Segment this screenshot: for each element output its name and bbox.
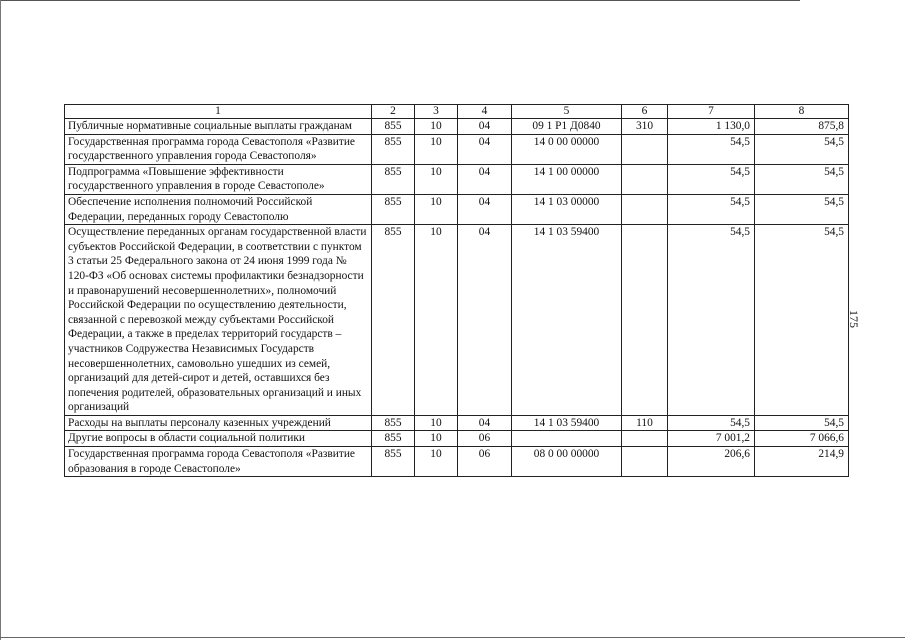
row-target-code: 14 1 03 00000 bbox=[512, 194, 622, 224]
row-amount-2: 54,5 bbox=[755, 225, 849, 416]
row-ministry-code: 855 bbox=[372, 164, 415, 194]
header-col-4: 4 bbox=[458, 105, 512, 119]
table-row bbox=[65, 431, 849, 447]
header-col-2: 2 bbox=[372, 105, 415, 119]
scan-frame-bottom bbox=[0, 637, 905, 638]
row-section-code: 10 bbox=[415, 164, 458, 194]
row-ministry-code: 855 bbox=[372, 447, 415, 477]
table-row bbox=[65, 225, 849, 416]
row-target-code: 08 0 00 00000 bbox=[512, 447, 622, 477]
row-amount-1: 54,5 bbox=[668, 415, 755, 431]
row-target-code bbox=[512, 431, 622, 447]
row-subsection-code: 04 bbox=[458, 225, 512, 416]
row-amount-2: 54,5 bbox=[755, 194, 849, 224]
header-col-3: 3 bbox=[415, 105, 458, 119]
row-amount-2: 54,5 bbox=[755, 164, 849, 194]
row-section-code: 10 bbox=[415, 447, 458, 477]
row-section-code: 10 bbox=[415, 431, 458, 447]
budget-table bbox=[64, 104, 849, 477]
row-name: Расходы на выплаты персоналу казенных учреждений bbox=[65, 415, 372, 431]
row-subsection-code: 06 bbox=[458, 431, 512, 447]
row-target-code: 14 1 03 59400 bbox=[512, 415, 622, 431]
row-section-code: 10 bbox=[415, 415, 458, 431]
row-section-code: 10 bbox=[415, 194, 458, 224]
row-subsection-code: 04 bbox=[458, 119, 512, 135]
row-subsection-code: 04 bbox=[458, 134, 512, 164]
header-col-6: 6 bbox=[622, 105, 668, 119]
row-name: Публичные нормативные социальные выплаты гражданам bbox=[65, 119, 372, 135]
table-row bbox=[65, 194, 849, 224]
row-expense-type: 110 bbox=[622, 415, 668, 431]
header-col-5: 5 bbox=[512, 105, 622, 119]
row-target-code: 14 1 00 00000 bbox=[512, 164, 622, 194]
row-subsection-code: 04 bbox=[458, 415, 512, 431]
row-section-code: 10 bbox=[415, 119, 458, 135]
table-row bbox=[65, 134, 849, 164]
row-subsection-code: 04 bbox=[458, 164, 512, 194]
row-amount-1: 54,5 bbox=[668, 134, 755, 164]
row-section-code: 10 bbox=[415, 134, 458, 164]
row-name: Подпрограмма «Повышение эффективности государственного управления в городе Севастополе» bbox=[65, 164, 372, 194]
row-amount-2: 7 066,6 bbox=[755, 431, 849, 447]
table-row bbox=[65, 119, 849, 135]
row-ministry-code: 855 bbox=[372, 431, 415, 447]
row-subsection-code: 04 bbox=[458, 194, 512, 224]
row-amount-1: 1 130,0 bbox=[668, 119, 755, 135]
page-number: 175 bbox=[847, 310, 861, 328]
row-expense-type bbox=[622, 134, 668, 164]
row-expense-type bbox=[622, 431, 668, 447]
row-expense-type bbox=[622, 225, 668, 416]
row-expense-type bbox=[622, 194, 668, 224]
row-name: Государственная программа города Севастополя «Развитие государственного управления города Севастополя» bbox=[65, 134, 372, 164]
row-section-code: 10 bbox=[415, 225, 458, 416]
row-amount-2: 875,8 bbox=[755, 119, 849, 135]
row-subsection-code: 06 bbox=[458, 447, 512, 477]
row-expense-type: 310 bbox=[622, 119, 668, 135]
row-amount-2: 54,5 bbox=[755, 415, 849, 431]
table-row bbox=[65, 447, 849, 477]
row-amount-1: 54,5 bbox=[668, 164, 755, 194]
row-ministry-code: 855 bbox=[372, 119, 415, 135]
row-ministry-code: 855 bbox=[372, 225, 415, 416]
budget-table-container bbox=[64, 104, 848, 477]
row-amount-1: 54,5 bbox=[668, 194, 755, 224]
table-row bbox=[65, 415, 849, 431]
row-amount-1: 54,5 bbox=[668, 225, 755, 416]
row-ministry-code: 855 bbox=[372, 415, 415, 431]
row-amount-1: 206,6 bbox=[668, 447, 755, 477]
table-row bbox=[65, 164, 849, 194]
row-name: Государственная программа города Севастополя «Развитие образования в городе Севастополе» bbox=[65, 447, 372, 477]
row-ministry-code: 855 bbox=[372, 194, 415, 224]
header-col-1: 1 bbox=[65, 105, 372, 119]
row-target-code: 09 1 P1 Д0840 bbox=[512, 119, 622, 135]
row-ministry-code: 855 bbox=[372, 134, 415, 164]
row-name: Обеспечение исполнения полномочий Российской Федерации, переданных городу Севастополю bbox=[65, 194, 372, 224]
row-expense-type bbox=[622, 447, 668, 477]
row-target-code: 14 0 00 00000 bbox=[512, 134, 622, 164]
header-col-7: 7 bbox=[668, 105, 755, 119]
row-amount-2: 54,5 bbox=[755, 134, 849, 164]
header-row bbox=[65, 105, 849, 119]
row-target-code: 14 1 03 59400 bbox=[512, 225, 622, 416]
row-expense-type bbox=[622, 164, 668, 194]
scan-frame-left bbox=[0, 0, 1, 640]
row-amount-2: 214,9 bbox=[755, 447, 849, 477]
row-name: Осуществление переданных органам государственной власти субъектов Российской Федерации, в соответствии с пунктом 3 статьи 25 Федерального закона от 24 июня 1999 года № 120-ФЗ «Об основах системы профилактики безнадзорности и правонарушений несовершеннолетних», полномочий Российской Федерации по осуществлению деятельности, связанной с перевозкой между субъектами Российской Федерации, а также в пределах территорий государств – участников Содружества Независимых Государств несовершеннолетних, самовольно ушедших из семей, организаций для детей-сирот и детей, оставшихся без попечения родителей, образовательных организаций и иных организаций bbox=[65, 225, 372, 416]
scan-frame-top bbox=[0, 0, 800, 1]
row-name: Другие вопросы в области социальной политики bbox=[65, 431, 372, 447]
header-col-8: 8 bbox=[755, 105, 849, 119]
row-amount-1: 7 001,2 bbox=[668, 431, 755, 447]
